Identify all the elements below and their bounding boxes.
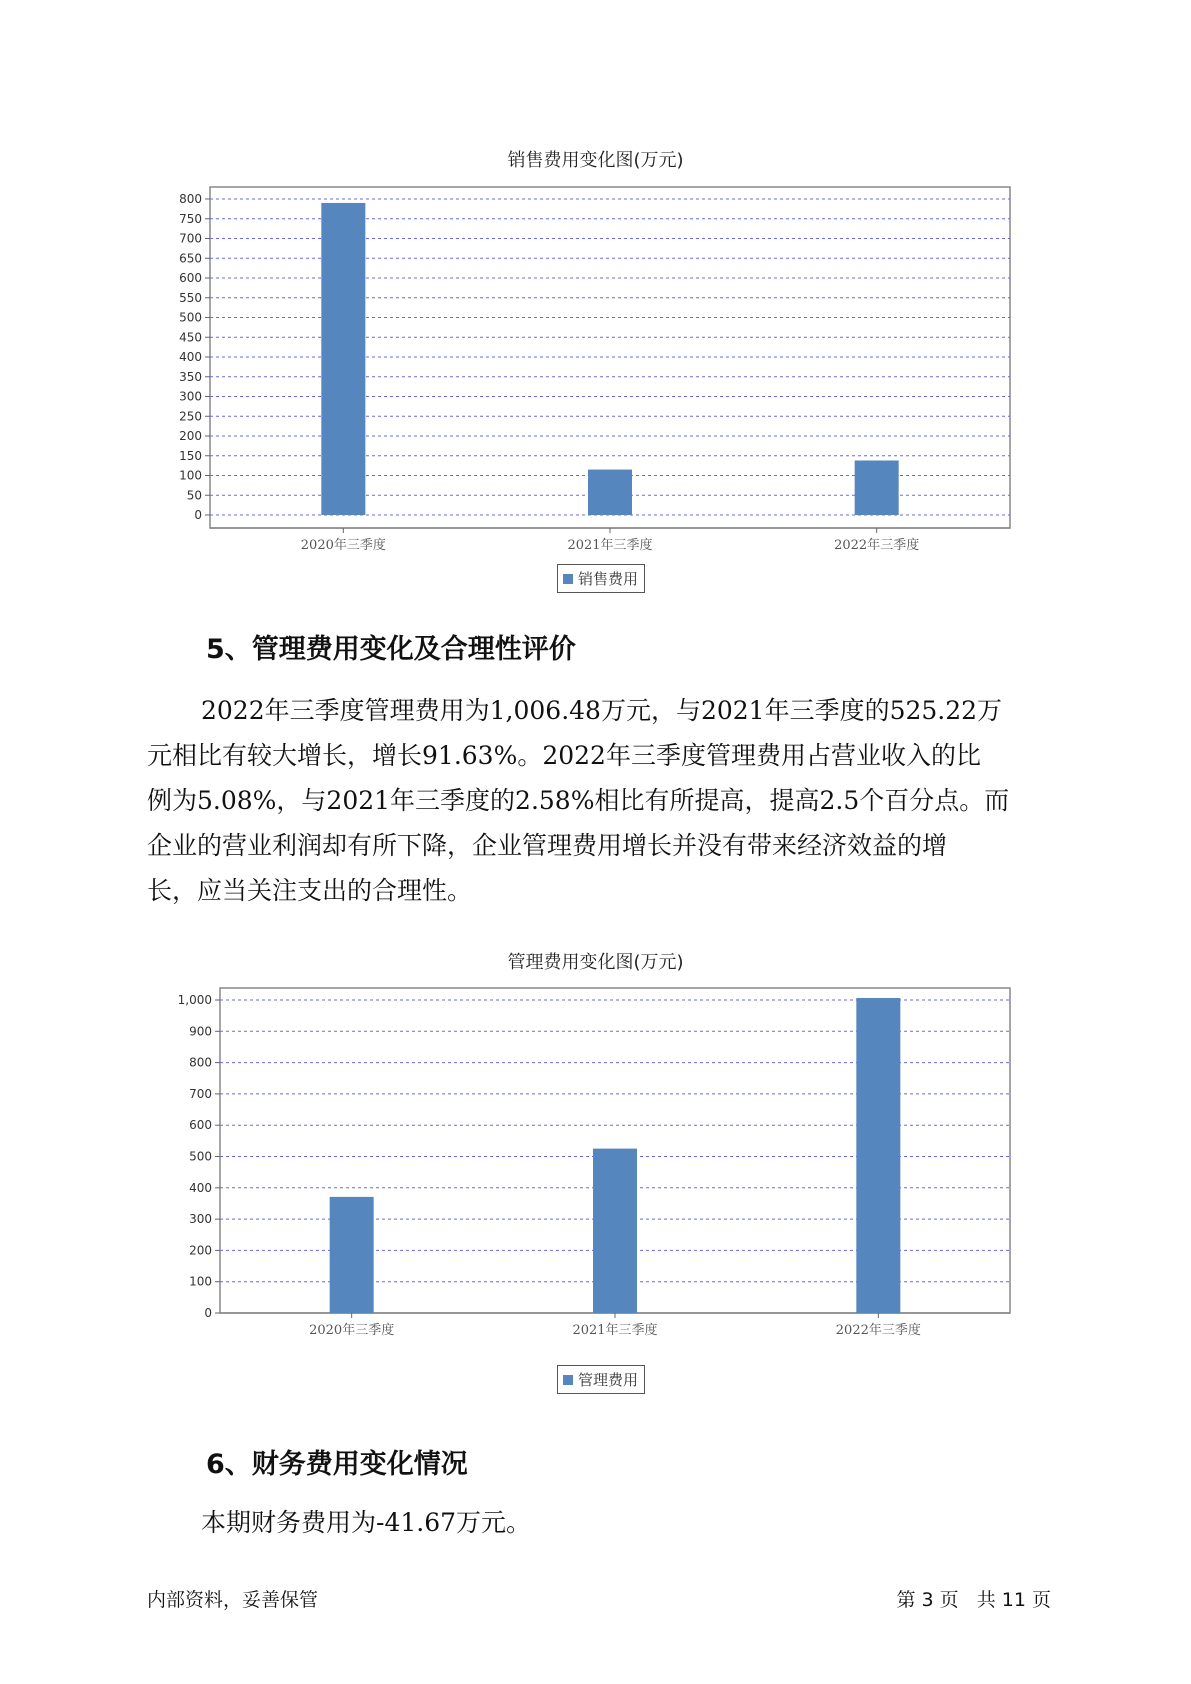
sales-chart-ytick-label: 400 bbox=[179, 350, 202, 364]
sales-chart-xtick-label: 2021年三季度 bbox=[567, 538, 653, 553]
admin-chart-ytick-label: 200 bbox=[189, 1243, 212, 1258]
sales-chart-xtick-label: 2020年三季度 bbox=[300, 538, 386, 553]
section-6-heading: 6、财务费用变化情况 bbox=[206, 1449, 468, 1480]
paragraph-line: 长，应当关注支出的合理性。 bbox=[147, 876, 473, 905]
footer-page-number: 第 3 页 共 11 页 bbox=[896, 1589, 1051, 1611]
admin-chart-bar bbox=[593, 1149, 637, 1313]
sales-chart-ytick-label: 0 bbox=[194, 508, 202, 522]
sales-chart-ytick-label: 700 bbox=[179, 231, 202, 246]
admin-chart-ytick-label: 100 bbox=[189, 1274, 212, 1289]
chart-title-sales-expense: 销售费用变化图(万元) bbox=[507, 150, 684, 171]
admin-chart-ytick-label: 500 bbox=[189, 1149, 212, 1164]
admin-chart-ytick-label: 0 bbox=[204, 1306, 212, 1320]
paragraph-line: 元相比有较大增长，增长91.63%。2022年三季度管理费用占营业收入的比 bbox=[147, 741, 981, 770]
admin-chart-ytick-label: 400 bbox=[189, 1180, 212, 1195]
sales-chart-ytick-label: 500 bbox=[179, 310, 202, 325]
paragraph-line: 企业的营业利润却有所下降，企业管理费用增长并没有带来经济效益的增 bbox=[147, 831, 948, 860]
sales-chart-ytick-label: 150 bbox=[179, 448, 202, 463]
admin-chart-xtick-label: 2020年三季度 bbox=[309, 1323, 395, 1338]
sales-chart-ytick-label: 750 bbox=[179, 211, 202, 226]
paragraph-line: 例为5.08%，与2021年三季度的2.58%相比有所提高，提高2.5个百分点。而 bbox=[147, 786, 1010, 815]
paragraph-line: 2022年三季度管理费用为1,006.48万元，与2021年三季度的525.22万 bbox=[201, 696, 1003, 725]
sales-chart-ytick-label: 250 bbox=[179, 409, 202, 424]
sales-chart-ytick-label: 800 bbox=[179, 192, 202, 206]
legend-label: 管理费用 bbox=[578, 1371, 639, 1389]
sales-chart-ytick-label: 600 bbox=[179, 271, 202, 285]
admin-chart-ytick-label: 800 bbox=[189, 1055, 212, 1070]
footer-confidential-note: 内部资料，妥善保管 bbox=[147, 1589, 319, 1611]
section-6-paragraph: 本期财务费用为-41.67万元。 bbox=[201, 1508, 532, 1537]
legend-swatch bbox=[563, 1375, 573, 1385]
admin-chart-xtick-label: 2021年三季度 bbox=[572, 1323, 658, 1338]
admin-chart-ytick-label: 700 bbox=[189, 1086, 212, 1101]
sales-chart-ytick-label: 550 bbox=[179, 290, 202, 305]
admin-chart-bar bbox=[330, 1197, 374, 1313]
admin-chart-ytick-label: 600 bbox=[189, 1118, 212, 1133]
sales-chart-ytick-label: 50 bbox=[186, 488, 202, 503]
admin-chart-ytick-label: 900 bbox=[189, 1024, 212, 1039]
admin-chart-bar bbox=[856, 998, 900, 1313]
sales-chart-ytick-label: 450 bbox=[179, 330, 202, 345]
sales-chart-ytick-label: 100 bbox=[179, 468, 202, 483]
admin-chart-ytick-label: 300 bbox=[189, 1212, 212, 1227]
chart-title-admin-expense: 管理费用变化图(万元) bbox=[507, 952, 684, 973]
section-5-heading: 5、管理费用变化及合理性评价 bbox=[206, 634, 576, 665]
chart-legend-admin-expense bbox=[557, 1365, 645, 1394]
sales-chart-ytick-label: 200 bbox=[179, 429, 202, 443]
admin-chart-ytick-label: 1,000 bbox=[177, 993, 212, 1007]
sales-chart-ytick-label: 300 bbox=[179, 389, 202, 404]
sales-chart-xtick-label: 2022年三季度 bbox=[834, 538, 920, 553]
sales-chart-ytick-label: 650 bbox=[179, 251, 202, 266]
legend-label: 销售费用 bbox=[578, 570, 639, 588]
sales-chart-ytick-label: 350 bbox=[179, 369, 202, 384]
admin-chart-xtick-label: 2022年三季度 bbox=[835, 1323, 921, 1338]
